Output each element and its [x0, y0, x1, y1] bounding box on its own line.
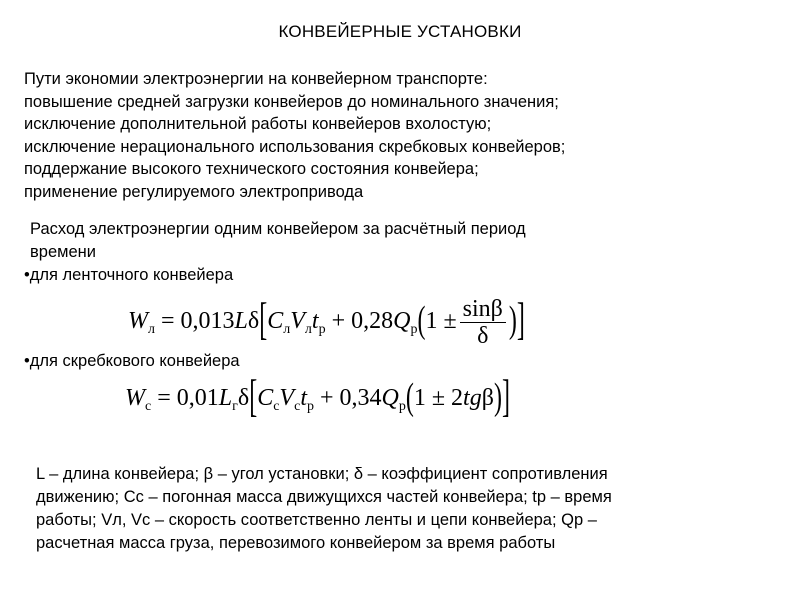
- consumption-line: Расход электроэнергии одним конвейером за расчётный период: [30, 220, 526, 238]
- formula-subscript: р: [398, 399, 406, 414]
- formula-symbol: δ: [237, 385, 250, 411]
- variable-legend: [36, 463, 612, 555]
- consumption-heading: [24, 218, 526, 263]
- scraper-conveyor-formula: [125, 372, 510, 423]
- legend-line: движению; Сс – погонная масса движущихся частей конвейера; tр – время: [36, 488, 612, 506]
- formula-bracket: ]: [501, 372, 510, 423]
- formula-text: + 0,34: [313, 385, 382, 411]
- formula-symbol: t: [311, 308, 319, 335]
- formula-bracket: [: [259, 295, 268, 346]
- formula-symbol: tg: [463, 385, 482, 411]
- formula-symbol: Q: [393, 308, 411, 335]
- intro-heading: Пути экономии электроэнергии на конвейерном транспорте:: [24, 70, 488, 88]
- formula-symbol: δ: [247, 308, 260, 335]
- formula-text: 1 ±: [425, 308, 457, 335]
- formula-text: 1 ± 2: [413, 385, 464, 411]
- intro-item: повышение средней загрузки конвейеров до номинального значения;: [24, 92, 559, 111]
- formula-subscript: р: [410, 322, 418, 338]
- energy-saving-list: [24, 68, 565, 203]
- formula-symbol: L: [218, 385, 233, 411]
- intro-item: исключение нерационального использования скребковых конвейеров;: [24, 137, 566, 156]
- formula-symbol: W: [128, 308, 148, 335]
- formula-symbol: L: [234, 308, 248, 335]
- fraction-numerator: sinβ: [460, 296, 506, 323]
- formula-subscript: р: [318, 322, 326, 338]
- intro-item: поддержание высокого технического состояния конвейера;: [24, 160, 479, 178]
- formula-text: + 0,28: [325, 308, 394, 335]
- formula-subscript: с: [273, 399, 280, 414]
- formula-subscript: с: [145, 399, 152, 414]
- belt-conveyor-formula: [128, 296, 525, 349]
- formula-paren: (: [417, 299, 426, 342]
- consumption-line: времени: [30, 242, 96, 261]
- formula-subscript: с: [294, 399, 301, 414]
- scraper-conveyor-bullet: •для скребкового конвейера: [24, 352, 240, 370]
- formula-subscript: г: [232, 399, 238, 414]
- formula-paren: ): [493, 376, 502, 419]
- formula-subscript: р: [306, 399, 314, 414]
- legend-line: расчетная масса груза, перевозимого конвейером за время работы: [36, 534, 556, 552]
- formula-symbol: C: [267, 308, 284, 335]
- formula-subscript: л: [283, 322, 291, 338]
- formula-symbol: t: [300, 385, 307, 411]
- formula-symbol: Q: [381, 385, 399, 411]
- formula-text: = 0,013: [155, 308, 235, 335]
- formula-symbol: W: [125, 385, 145, 411]
- formula-symbol: C: [257, 385, 274, 411]
- formula-symbol: β: [481, 385, 494, 411]
- legend-line: работы; Vл, Vс – скорость соответственно ленты и цепи конвейера; Qр –: [36, 511, 597, 529]
- formula-fraction: [460, 296, 506, 349]
- formula-paren: ): [508, 299, 517, 342]
- formula-subscript: л: [148, 322, 155, 338]
- formula-symbol: V: [290, 308, 305, 335]
- formula-bracket: [: [249, 372, 258, 423]
- fraction-denominator: δ: [477, 323, 489, 349]
- intro-item: исключение дополнительной работы конвейеров вхолостую;: [24, 115, 492, 133]
- page-title: КОНВЕЙЕРНЫЕ УСТАНОВКИ: [278, 22, 522, 41]
- belt-conveyor-bullet: •для ленточного конвейера: [24, 266, 234, 284]
- formula-symbol: V: [279, 385, 295, 411]
- formula-subscript: л: [304, 322, 312, 338]
- formula-paren: (: [405, 376, 414, 419]
- intro-item: применение регулируемого электропривода: [24, 182, 364, 201]
- legend-line: L – длина конвейера; β – угол установки; δ – коэффициент сопротивления: [36, 465, 608, 483]
- formula-text: = 0,01: [151, 385, 219, 411]
- formula-bracket: ]: [516, 295, 525, 346]
